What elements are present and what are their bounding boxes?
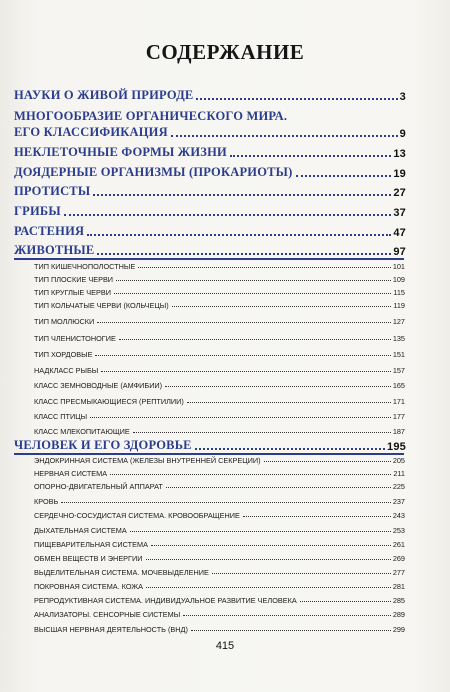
toc-page-number: 109 bbox=[392, 275, 405, 284]
toc-entry-title: КЛАСС ПТИЦЫ bbox=[34, 412, 88, 421]
dot-leader bbox=[243, 516, 391, 517]
dot-leader bbox=[300, 601, 391, 602]
toc-page-number: 299 bbox=[392, 625, 405, 634]
toc-entry-title: ЕГО КЛАССИФИКАЦИЯ bbox=[14, 125, 168, 139]
toc-page-number: 277 bbox=[392, 568, 405, 577]
dot-leader bbox=[64, 214, 392, 216]
toc-page-number: 157 bbox=[392, 366, 405, 375]
toc-page-number: 101 bbox=[392, 262, 405, 271]
toc-page-number: 211 bbox=[393, 469, 405, 478]
toc-entry-title: ПОКРОВНАЯ СИСТЕМА. КОЖА bbox=[34, 582, 144, 591]
toc-page-number: 47 bbox=[393, 227, 406, 239]
toc-entry-title: НАДКЛАСС РЫБЫ bbox=[34, 366, 99, 375]
dot-leader bbox=[165, 386, 391, 387]
toc-entry-title: ОПОРНО-ДВИГАТЕЛЬНЫЙ АППАРАТ bbox=[34, 482, 163, 491]
toc-subentry[interactable] bbox=[34, 317, 405, 326]
toc-entry-title: ТИП МОЛЛЮСКИ bbox=[34, 317, 95, 326]
toc-entry-title: РАСТЕНИЯ bbox=[14, 224, 85, 238]
toc-entry-title: НЕРВНАЯ СИСТЕМА bbox=[34, 469, 108, 478]
toc-entry-title: КРОВЬ bbox=[34, 497, 59, 506]
dot-leader bbox=[116, 280, 391, 281]
toc-entry[interactable] bbox=[14, 243, 406, 258]
dot-leader bbox=[151, 545, 391, 546]
toc-entry-title: ДЫХАТЕЛЬНАЯ СИСТЕМА bbox=[34, 526, 127, 535]
section-rule bbox=[14, 453, 404, 455]
dot-leader bbox=[87, 234, 391, 236]
toc-entry[interactable] bbox=[14, 224, 406, 239]
dot-leader bbox=[114, 293, 391, 294]
toc-page-number: 97 bbox=[393, 246, 406, 258]
toc-entry-title: ТИП КРУГЛЫЕ ЧЕРВИ bbox=[34, 288, 111, 297]
dot-leader bbox=[138, 267, 391, 268]
dot-leader bbox=[95, 355, 390, 356]
toc-entry-title: ЖИВОТНЫЕ bbox=[14, 243, 95, 257]
toc-subentry[interactable] bbox=[34, 427, 405, 436]
toc-page-number: 165 bbox=[392, 381, 405, 390]
toc-subentry[interactable] bbox=[34, 526, 405, 535]
toc-subentry[interactable] bbox=[34, 540, 405, 549]
toc-entry-title: НЕКЛЕТОЧНЫЕ ФОРМЫ ЖИЗНИ bbox=[14, 145, 227, 159]
dot-leader bbox=[93, 194, 391, 196]
toc-entry-title: ТИП ЧЛЕНИСТОНОГИЕ bbox=[34, 334, 116, 343]
toc-page-number: 281 bbox=[392, 582, 405, 591]
toc-subentry[interactable] bbox=[34, 334, 405, 343]
toc-page-number: 195 bbox=[387, 441, 406, 453]
toc-entry-title: КЛАСС МЛЕКОПИТАЮЩИЕ bbox=[34, 427, 130, 436]
toc-entry[interactable] bbox=[14, 438, 406, 453]
dot-leader bbox=[187, 402, 391, 403]
toc-page-number: 237 bbox=[392, 497, 405, 506]
toc-subentry[interactable] bbox=[34, 482, 405, 491]
toc-page-number: 115 bbox=[393, 288, 405, 297]
toc-page-number: 9 bbox=[399, 128, 406, 140]
toc-subentry[interactable] bbox=[34, 301, 405, 310]
toc-page-number: 119 bbox=[393, 301, 405, 310]
toc-entry[interactable] bbox=[14, 165, 406, 180]
toc-subentry[interactable] bbox=[34, 366, 405, 375]
toc-entry-title: ТИП КОЛЬЧАТЫЕ ЧЕРВИ (КОЛЬЧЕЦЫ) bbox=[34, 301, 169, 310]
toc-entry[interactable] bbox=[14, 88, 406, 103]
dot-leader bbox=[90, 417, 391, 418]
dot-leader bbox=[212, 573, 391, 574]
toc-entry-title: ДОЯДЕРНЫЕ ОРГАНИЗМЫ (ПРОКАРИОТЫ) bbox=[14, 165, 293, 179]
toc-subentry[interactable] bbox=[34, 275, 405, 284]
dot-leader bbox=[183, 615, 391, 616]
dot-leader bbox=[172, 306, 392, 307]
dot-leader bbox=[166, 487, 391, 488]
toc-subentry[interactable] bbox=[34, 511, 405, 520]
toc-page-number: 19 bbox=[393, 168, 406, 180]
toc-entry-title: ОБМЕН ВЕЩЕСТВ И ЭНЕРГИИ bbox=[34, 554, 143, 563]
dot-leader bbox=[97, 253, 391, 255]
toc-entry-title: НАУКИ О ЖИВОЙ ПРИРОДЕ bbox=[14, 88, 194, 102]
toc-subentry[interactable] bbox=[34, 381, 405, 390]
dot-leader bbox=[264, 461, 391, 462]
toc-subentry[interactable] bbox=[34, 412, 405, 421]
toc-subentry[interactable] bbox=[34, 554, 405, 563]
dot-leader bbox=[196, 98, 397, 100]
toc-page-number: 261 bbox=[392, 540, 405, 549]
toc-entry[interactable] bbox=[14, 204, 406, 219]
toc-subentry[interactable] bbox=[34, 568, 405, 577]
dot-leader bbox=[61, 502, 391, 503]
dot-leader bbox=[191, 630, 391, 631]
toc-subentry[interactable] bbox=[34, 625, 405, 634]
toc-entry-title: ЭНДОКРИННАЯ СИСТЕМА (ЖЕЛЕЗЫ ВНУТРЕННЕЙ СЕКРЕЦИИ) bbox=[34, 456, 261, 465]
toc-entry[interactable] bbox=[14, 184, 406, 199]
toc-subentry[interactable] bbox=[34, 610, 405, 619]
dot-leader bbox=[230, 155, 391, 157]
toc-entry-title: СЕРДЕЧНО-СОСУДИСТАЯ СИСТЕМА. КРОВООБРАЩЕНИЕ bbox=[34, 511, 240, 520]
toc-page-number: 187 bbox=[392, 427, 405, 436]
toc-entry-title: АНАЛИЗАТОРЫ. СЕНСОРНЫЕ СИСТЕМЫ bbox=[34, 610, 181, 619]
toc-page-number: 177 bbox=[392, 412, 405, 421]
toc-subentry[interactable] bbox=[34, 469, 405, 478]
toc-page-number: 151 bbox=[392, 350, 405, 359]
toc-page-number: 243 bbox=[392, 511, 405, 520]
toc-entry-title: ТИП ХОРДОВЫЕ bbox=[34, 350, 93, 359]
page-title: СОДЕРЖАНИЕ bbox=[145, 40, 305, 64]
toc-entry[interactable] bbox=[14, 145, 406, 160]
toc-subentry[interactable] bbox=[34, 262, 405, 271]
dot-leader bbox=[296, 175, 392, 177]
page-number: 415 bbox=[215, 640, 235, 652]
toc-subentry[interactable] bbox=[34, 288, 405, 297]
dot-leader bbox=[146, 587, 391, 588]
toc-entry-title: ПРОТИСТЫ bbox=[14, 184, 91, 198]
dot-leader bbox=[133, 432, 391, 433]
toc-page-number: 37 bbox=[393, 207, 406, 219]
dot-leader bbox=[119, 339, 391, 340]
toc-page-number: 269 bbox=[392, 554, 405, 563]
toc-entry-title: ВЫДЕЛИТЕЛЬНАЯ СИСТЕМА. МОЧЕВЫДЕЛЕНИЕ bbox=[34, 568, 209, 577]
toc-entry-title: ЧЕЛОВЕК И ЕГО ЗДОРОВЬЕ bbox=[14, 438, 192, 452]
dot-leader bbox=[97, 322, 391, 323]
toc-page-number: 135 bbox=[392, 334, 405, 343]
toc-page-number: 127 bbox=[392, 317, 405, 326]
toc-page-number: 205 bbox=[392, 456, 405, 465]
dot-leader bbox=[146, 559, 391, 560]
toc-page-number: 171 bbox=[392, 397, 405, 406]
toc-subentry[interactable] bbox=[34, 397, 405, 406]
toc-page-number: 225 bbox=[392, 482, 405, 491]
dot-leader bbox=[130, 531, 391, 532]
toc-page-number: 289 bbox=[392, 610, 405, 619]
toc-entry-title: КЛАСС ЗЕМНОВОДНЫЕ (АМФИБИИ) bbox=[34, 381, 163, 390]
toc-entry-title: ПИЩЕВАРИТЕЛЬНАЯ СИСТЕМА bbox=[34, 540, 148, 549]
toc-page-number: 253 bbox=[392, 526, 405, 535]
toc-page-number: 13 bbox=[393, 148, 406, 160]
toc-entry-title-line1: МНОГООБРАЗИЕ ОРГАНИЧЕСКОГО МИРА. bbox=[14, 109, 288, 123]
toc-entry-title: ТИП ПЛОСКИЕ ЧЕРВИ bbox=[34, 275, 114, 284]
toc-subentry[interactable] bbox=[34, 582, 405, 591]
toc-subentry[interactable] bbox=[34, 596, 405, 605]
dot-leader bbox=[195, 448, 385, 450]
toc-entry-title: ВЫСШАЯ НЕРВНАЯ ДЕЯТЕЛЬНОСТЬ (ВНД) bbox=[34, 625, 188, 634]
dot-leader bbox=[171, 135, 398, 137]
dot-leader bbox=[101, 371, 391, 372]
toc-entry-title: ТИП КИШЕЧНОПОЛОСТНЫЕ bbox=[34, 262, 136, 271]
toc-page-number: 285 bbox=[392, 596, 405, 605]
toc-page-number: 27 bbox=[393, 187, 406, 199]
toc-entry-title: РЕПРОДУКТИВНАЯ СИСТЕМА. ИНДИВИДУАЛЬНОЕ РАЗВИТИЕ ЧЕЛОВЕКА bbox=[34, 596, 297, 605]
toc-entry-title: КЛАСС ПРЕСМЫКАЮЩИЕСЯ (РЕПТИЛИИ) bbox=[34, 397, 184, 406]
toc-subentry[interactable] bbox=[34, 456, 405, 465]
toc-subentry[interactable] bbox=[34, 497, 405, 506]
toc-entry[interactable] bbox=[14, 125, 406, 140]
section-rule bbox=[14, 258, 404, 260]
toc-subentry[interactable] bbox=[34, 350, 405, 359]
toc-page-number: 3 bbox=[399, 91, 406, 103]
toc-entry-title: ГРИБЫ bbox=[14, 204, 61, 218]
dot-leader bbox=[110, 474, 391, 475]
